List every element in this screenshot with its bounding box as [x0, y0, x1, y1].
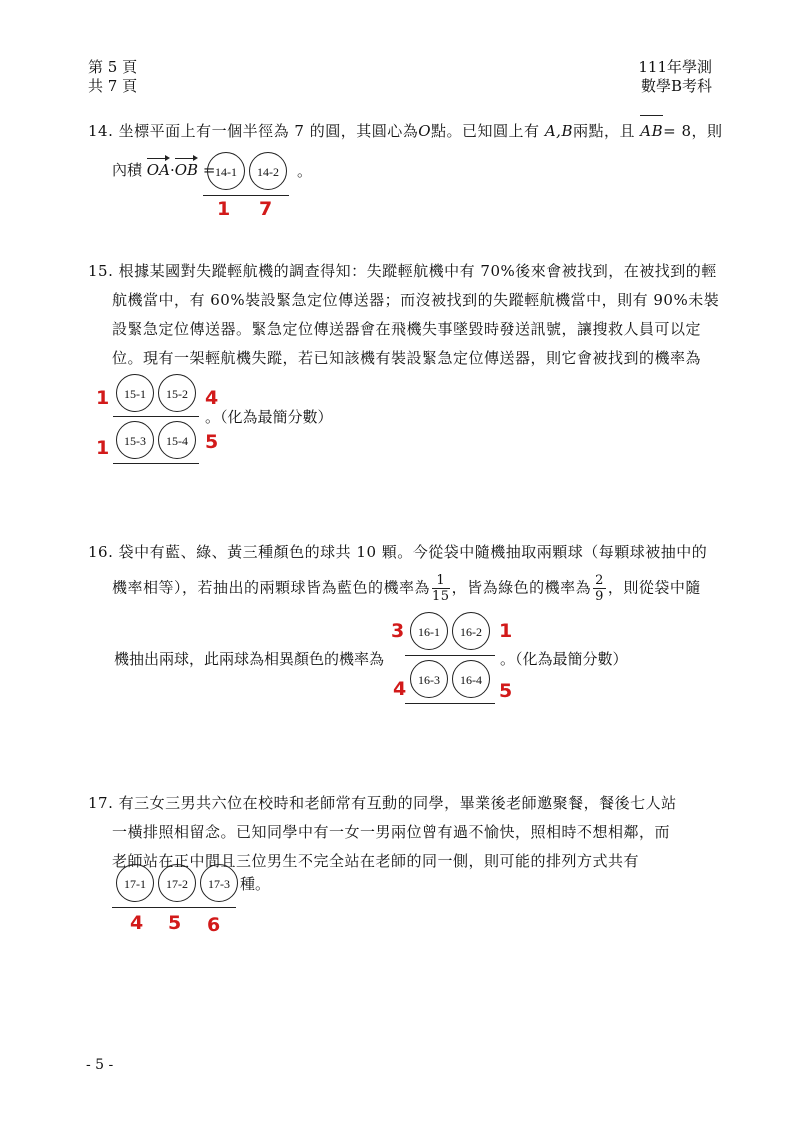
question-text: 航機當中，有 60%裝設緊急定位傳送器；而沒被找到的失蹤輕航機當中，則有 90%未裝	[112, 291, 720, 309]
footer-page-number: - 5 -	[86, 1057, 114, 1073]
answer-circle[interactable]: 16-2	[452, 612, 490, 650]
answer-circle[interactable]: 15-4	[158, 421, 196, 459]
handwritten-answer: 5	[499, 680, 513, 702]
exam-subject: 數學B考科	[640, 77, 712, 95]
fraction-numerator: 1	[432, 573, 450, 589]
question-number: 16.	[88, 543, 114, 561]
handwritten-answer: 1	[217, 198, 231, 220]
q16-numerator-boxes	[410, 612, 494, 650]
question-text: 內積	[112, 161, 143, 179]
fraction-denominator: 15	[432, 589, 450, 604]
question-text: 根據某國對失蹤輕航機的調查得知：失蹤輕航機中有 70%後來會被找到，在被找到的輕	[118, 262, 717, 280]
answer-circle[interactable]: 17-1	[116, 864, 154, 902]
question-text: 有三女三男共六位在校時和老師常有互動的同學，畢業後老師邀聚餐，餐後七人站	[118, 794, 677, 812]
fraction-bar	[405, 655, 495, 656]
handwritten-answer: 5	[168, 912, 182, 934]
simplify-note: 。（化為最簡分數）	[205, 408, 333, 426]
answer-circle[interactable]: 16-3	[410, 660, 448, 698]
period: 。	[297, 162, 313, 180]
q14-inner-product-line	[112, 160, 215, 180]
answer-circle[interactable]: 16-4	[452, 660, 490, 698]
answer-circle[interactable]: 17-3	[200, 864, 238, 902]
question-text: 袋中有藍、綠、黃三種顏色的球共 10 顆。今從袋中隨機抽取兩顆球（每顆球被抽中的	[118, 543, 708, 561]
question-text: ，皆為綠色的機率為	[451, 578, 592, 597]
handwritten-answer: 4	[393, 678, 407, 700]
header-exam-title	[638, 58, 712, 96]
equals-sign: =	[202, 161, 216, 179]
question-text: 坐標平面上有一個半徑為 7 的圓，其圓心為	[118, 122, 419, 140]
question-text: = 8，則	[663, 122, 723, 140]
question-text: 設緊急定位傳送器。緊急定位傳送器會在飛機失事墜毀時發送訊號，讓搜救人員可以定	[112, 320, 702, 338]
handwritten-answer: 1	[96, 387, 110, 409]
vector-ob: OB	[174, 161, 199, 179]
q15-numerator-boxes	[116, 374, 200, 412]
question-16	[88, 538, 720, 604]
simplify-note: 。（化為最簡分數）	[500, 650, 628, 668]
question-text: 點。已知圓上有	[431, 122, 540, 140]
handwritten-answer: 4	[130, 912, 144, 934]
question-text: ，則從袋中隨	[607, 578, 701, 597]
q14-answer-boxes	[207, 152, 291, 190]
question-text: 老師站在正中間且三位男生不完全站在老師的同一側，則可能的排列方式共有	[112, 852, 640, 870]
question-text: 機抽出兩球，此兩球為相異顏色的機率為	[114, 650, 385, 668]
segment-ab: AB	[640, 117, 663, 146]
fraction-one-fifteenth	[432, 573, 450, 604]
q16-denominator-boxes	[410, 660, 494, 698]
point-o: O	[418, 122, 432, 140]
answer-circle[interactable]: 15-2	[158, 374, 196, 412]
answer-underline	[203, 195, 289, 196]
points-ab: A,B	[544, 122, 573, 140]
question-number: 15.	[88, 262, 114, 280]
question-number: 17.	[88, 794, 114, 812]
question-14	[88, 117, 723, 146]
question-number: 14.	[88, 122, 114, 140]
exam-year: 111年學測	[638, 58, 712, 76]
q15-denominator-boxes	[116, 421, 200, 459]
question-text: 一橫排照相留念。已知同學中有一女一男兩位曾有過不愉快，照相時不想相鄰，而	[112, 823, 671, 841]
fraction-two-ninths	[593, 573, 606, 604]
total-pages-label: 共 7 頁	[88, 77, 138, 95]
answer-circle[interactable]: 17-2	[158, 864, 196, 902]
answer-underline	[112, 907, 236, 908]
answer-circle[interactable]: 15-3	[116, 421, 154, 459]
question-text: 位。現有一架輕航機失蹤，若已知該機有裝設緊急定位傳送器，則它會被找到的機率為	[112, 349, 702, 367]
fraction-numerator: 2	[595, 573, 604, 588]
answer-underline	[405, 703, 495, 704]
question-text: 兩點，且	[572, 122, 635, 140]
question-text: 機率相等），若抽出的兩顆球皆為藍色的機率為	[112, 578, 431, 597]
answer-circle[interactable]: 14-2	[249, 152, 287, 190]
q17-answer-boxes	[116, 864, 242, 902]
page-label: 第 5 頁	[88, 58, 138, 76]
answer-circle[interactable]: 16-1	[410, 612, 448, 650]
vector-oa: OA	[146, 161, 170, 179]
question-17	[88, 789, 720, 876]
handwritten-answer: 5	[205, 431, 219, 453]
answer-underline	[113, 463, 199, 464]
unit-label: 種。	[240, 875, 271, 893]
dot-operator: ·	[169, 161, 175, 179]
handwritten-answer: 3	[391, 620, 405, 642]
header-page-number	[88, 58, 137, 96]
handwritten-answer: 6	[207, 914, 221, 936]
fraction-bar	[113, 416, 199, 417]
answer-circle[interactable]: 15-1	[116, 374, 154, 412]
fraction-denominator: 9	[595, 589, 604, 604]
handwritten-answer: 7	[259, 198, 273, 220]
answer-circle[interactable]: 14-1	[207, 152, 245, 190]
question-15	[88, 257, 720, 373]
handwritten-answer: 1	[96, 437, 110, 459]
handwritten-answer: 1	[499, 620, 513, 642]
handwritten-answer: 4	[205, 387, 219, 409]
